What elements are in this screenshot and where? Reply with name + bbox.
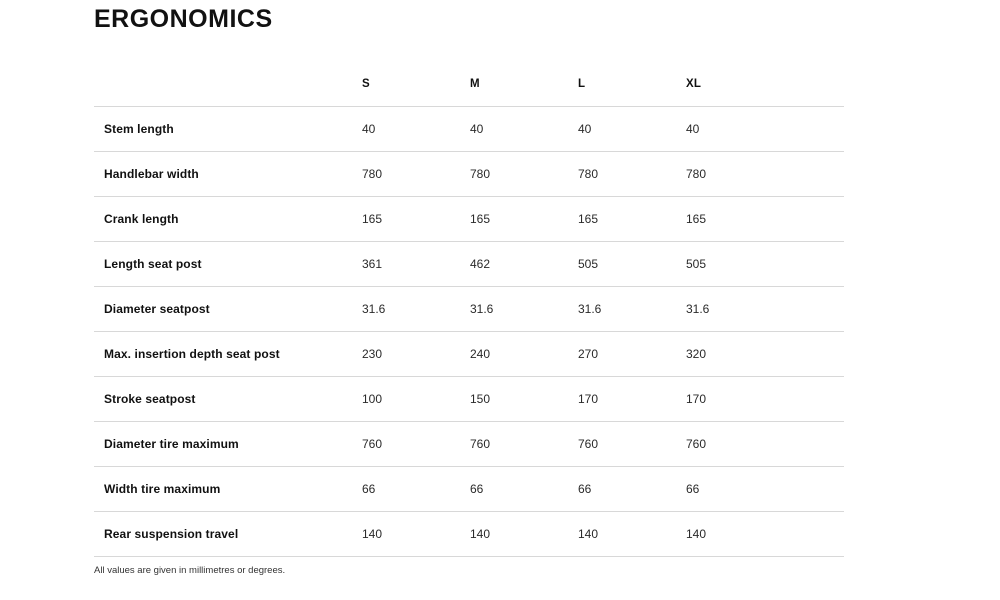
row-label: Crank length <box>104 212 179 226</box>
row-value-xl: 320 <box>686 347 707 361</box>
row-value-l: 40 <box>578 122 592 136</box>
row-value-xl: 760 <box>686 437 707 451</box>
row-label: Diameter tire maximum <box>104 437 239 451</box>
row-value-m: 462 <box>470 257 491 271</box>
row-label: Length seat post <box>104 257 202 271</box>
row-label: Rear suspension travel <box>104 527 239 541</box>
row-spacer <box>794 332 844 377</box>
row-value-xl: 505 <box>686 257 707 271</box>
row-value-l: 760 <box>578 437 599 451</box>
row-value-s: 100 <box>362 392 383 406</box>
row-spacer <box>794 107 844 152</box>
row-value-s: 31.6 <box>362 302 386 316</box>
ergonomics-spec-table <box>94 62 844 557</box>
page-title: ERGONOMICS <box>94 5 273 33</box>
row-value-l: 165 <box>578 212 599 226</box>
ergonomics-table-container <box>94 62 796 557</box>
table-header-row <box>94 62 844 107</box>
table-row <box>94 512 844 557</box>
row-spacer <box>794 242 844 287</box>
row-value-l: 780 <box>578 167 599 181</box>
row-value-xl: 780 <box>686 167 707 181</box>
row-label: Stem length <box>104 122 174 136</box>
row-spacer <box>794 287 844 332</box>
row-value-s: 140 <box>362 527 383 541</box>
row-value-m: 780 <box>470 167 491 181</box>
row-spacer <box>794 422 844 467</box>
row-value-m: 66 <box>470 482 484 496</box>
row-spacer <box>794 197 844 242</box>
row-value-s: 230 <box>362 347 383 361</box>
row-value-m: 165 <box>470 212 491 226</box>
row-value-s: 780 <box>362 167 383 181</box>
row-value-s: 165 <box>362 212 383 226</box>
row-value-m: 31.6 <box>470 302 494 316</box>
column-header-l: L <box>578 78 586 90</box>
column-header-s: S <box>362 78 370 90</box>
column-header-xl: XL <box>686 78 702 90</box>
table-row <box>94 287 844 332</box>
row-value-l: 66 <box>578 482 592 496</box>
table-row <box>94 422 844 467</box>
table-row <box>94 377 844 422</box>
row-value-m: 40 <box>470 122 484 136</box>
row-label: Handlebar width <box>104 167 199 181</box>
row-value-l: 140 <box>578 527 599 541</box>
row-value-xl: 31.6 <box>686 302 710 316</box>
row-value-l: 170 <box>578 392 599 406</box>
row-value-xl: 66 <box>686 482 700 496</box>
row-value-l: 270 <box>578 347 599 361</box>
units-footnote: All values are given in millimetres or degrees. <box>94 565 286 576</box>
table-body <box>94 107 844 557</box>
row-label: Width tire maximum <box>104 482 221 496</box>
table-row <box>94 242 844 287</box>
row-value-s: 760 <box>362 437 383 451</box>
row-spacer <box>794 512 844 557</box>
row-value-xl: 165 <box>686 212 707 226</box>
row-label: Max. insertion depth seat post <box>104 347 280 361</box>
row-value-m: 150 <box>470 392 491 406</box>
row-spacer <box>794 377 844 422</box>
row-value-s: 66 <box>362 482 376 496</box>
row-spacer <box>794 152 844 197</box>
row-label: Stroke seatpost <box>104 392 196 406</box>
row-value-xl: 140 <box>686 527 707 541</box>
column-header-m: M <box>470 78 480 90</box>
row-value-s: 40 <box>362 122 376 136</box>
table-row <box>94 467 844 512</box>
row-value-s: 361 <box>362 257 383 271</box>
row-value-m: 240 <box>470 347 491 361</box>
column-header-spec <box>94 62 362 107</box>
table-row <box>94 332 844 377</box>
row-value-l: 31.6 <box>578 302 602 316</box>
table-head <box>94 62 844 107</box>
row-value-xl: 170 <box>686 392 707 406</box>
row-value-l: 505 <box>578 257 599 271</box>
row-spacer <box>794 467 844 512</box>
column-header-spacer <box>794 62 844 107</box>
table-row <box>94 107 844 152</box>
row-value-xl: 40 <box>686 122 700 136</box>
row-value-m: 760 <box>470 437 491 451</box>
row-label: Diameter seatpost <box>104 302 210 316</box>
table-row <box>94 197 844 242</box>
row-value-m: 140 <box>470 527 491 541</box>
table-row <box>94 152 844 197</box>
